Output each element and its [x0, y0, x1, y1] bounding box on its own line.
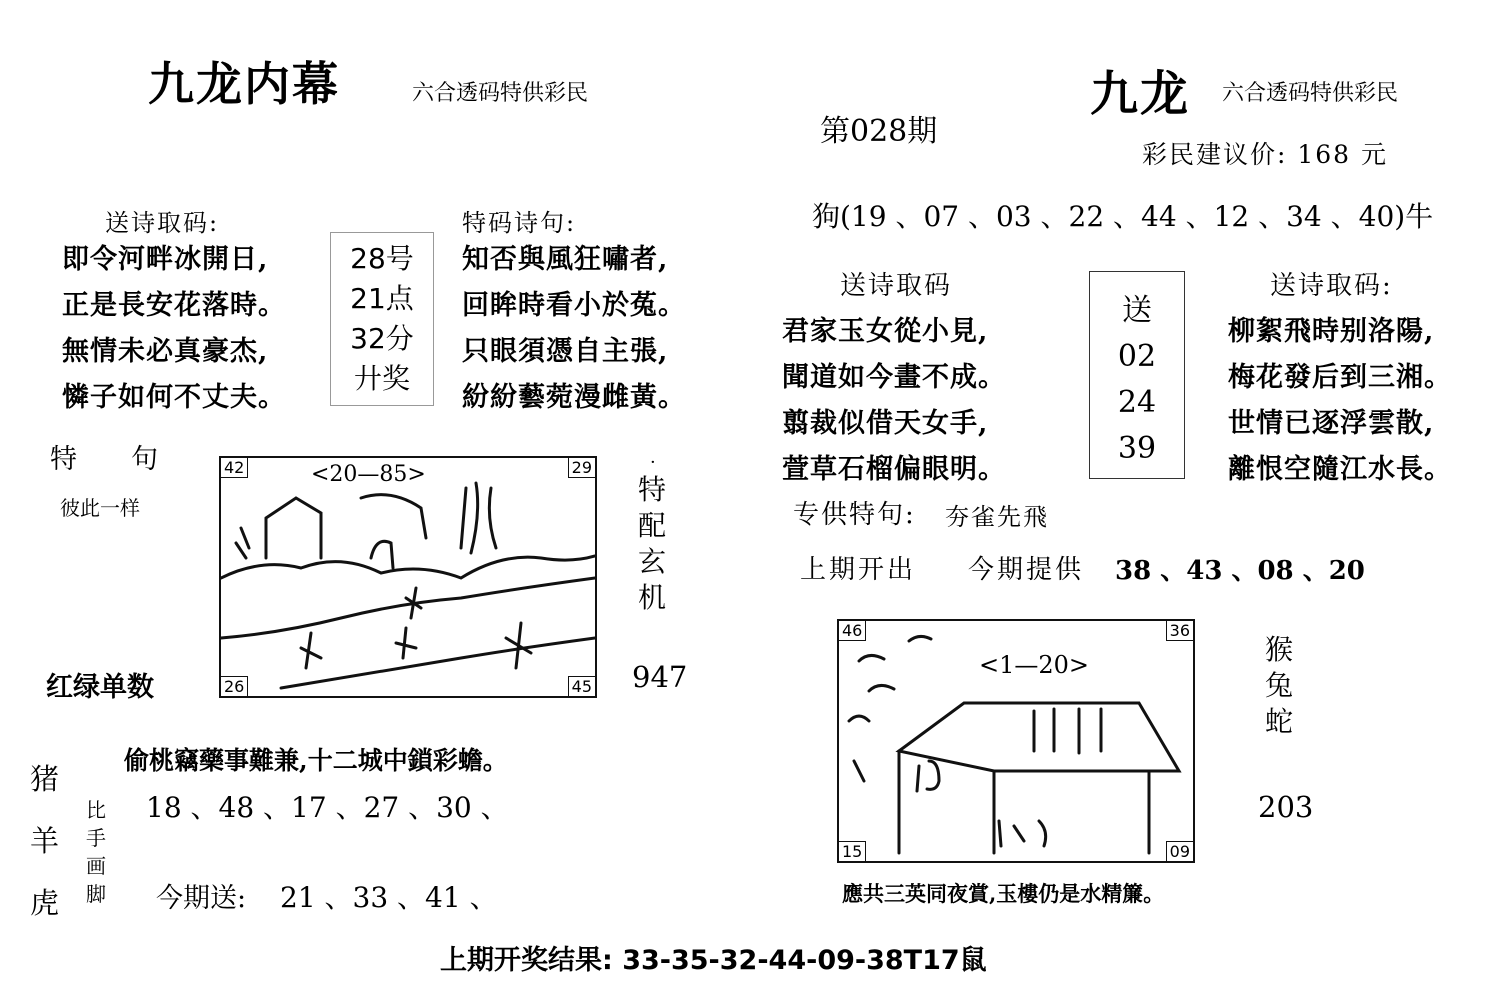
right-send-poem-header-a: 送诗取码: [840, 271, 953, 301]
sketch-drawing: [221, 458, 595, 696]
corner-bottom-left: 26: [221, 676, 248, 696]
left-sketch: [219, 456, 597, 698]
right-subtitle: 六合透码特供彩民: [1222, 81, 1399, 106]
poem-line: 翦裁似借天女手,: [782, 408, 989, 439]
corner-bottom-right: 45: [568, 676, 595, 696]
send-box: [1089, 271, 1185, 479]
corner-bottom-right: 09: [1166, 841, 1193, 861]
left-special-phrase-label: 特 句: [50, 444, 158, 475]
send-box-line: 39: [1117, 431, 1157, 466]
poem-line: 無情未必真豪杰,: [62, 336, 269, 367]
poem-line: 梅花發后到三湘。: [1228, 362, 1452, 393]
left-send-poem: [62, 237, 286, 421]
poem-line: 柳絮飛時别洛陽,: [1228, 316, 1435, 347]
corner-top-left: 46: [839, 621, 866, 641]
poem-line: 只眼須憑自主張,: [462, 336, 669, 367]
provide-label: 今期提供: [968, 555, 1085, 585]
vertical-char: 猪: [30, 762, 60, 796]
send-numbers: 21 、33 、41 、: [280, 881, 498, 914]
vertical-char: 比: [86, 798, 106, 822]
numbers-row: 18 、48 、17 、27 、30 、: [146, 791, 509, 824]
poem-line: 聞道如今畫不成。: [782, 362, 1006, 393]
red-green-label: 红绿单数: [46, 672, 154, 703]
right-title: 九龙: [1090, 66, 1191, 122]
send-box-line: 24: [1117, 385, 1157, 420]
right-side-number: 203: [1258, 790, 1314, 824]
poem-line: 君家玉女從小見,: [782, 316, 989, 347]
sketch-caption: <1—20>: [979, 651, 1090, 679]
poem-line: 萱草石榴偏眼明。: [782, 454, 1006, 485]
left-side-number: 947: [632, 660, 688, 694]
center-box-line: 28号: [350, 242, 414, 275]
right-poem-b: [1228, 309, 1452, 493]
compare-vertical: [86, 796, 106, 908]
right-sketch: [837, 619, 1195, 863]
right-send-poem-header-b: 送诗取码:: [1270, 271, 1393, 301]
vertical-char: 猴: [1265, 633, 1294, 666]
vertical-char: 特: [638, 473, 667, 506]
provide-numbers: 38 、43 、08 、20: [1115, 556, 1365, 586]
last-result: 上期开奖结果: 33-35-32-44-09-38T17鼠: [440, 945, 987, 976]
vertical-char: 虎: [30, 886, 60, 920]
poem-line: 正是長安花落時。: [62, 290, 286, 321]
corner-top-left: 42: [221, 458, 248, 478]
animals-vertical: [30, 748, 59, 934]
poem-line: 紛紛藝菀漫雌黃。: [462, 382, 686, 413]
vertical-char: 羊: [30, 824, 60, 858]
vertical-char: 配: [638, 509, 667, 542]
right-side-vertical: [1265, 632, 1293, 740]
special-phrase: 夯雀先飛: [945, 503, 1049, 531]
special-label: 专供特句:: [793, 500, 916, 530]
dog-ox-line: 狗(19 、07 、03 、22 、44 、12 、34 、40)牛: [812, 200, 1434, 233]
center-box-line: 21点: [350, 282, 414, 315]
left-special-phrase: 彼此一样: [60, 496, 140, 520]
poem-line: 離恨空隨江水長。: [1228, 454, 1452, 485]
issue-number: 第028期: [820, 114, 938, 149]
sketch-caption: <20—85>: [311, 462, 426, 487]
left-side-vertical: [638, 472, 666, 616]
poem-line: 即令河畔冰開日,: [62, 244, 269, 275]
vertical-char: 玄: [638, 545, 667, 578]
left-verse: 偷桃竊藥事難兼,十二城中鎖彩蟾。: [124, 746, 508, 775]
vertical-char: 手: [86, 826, 106, 850]
poem-line: 憐子如何不丈夫。: [62, 382, 286, 413]
left-side-dot: ·: [650, 452, 656, 473]
left-send-poem-header: 送诗取码:: [105, 209, 220, 237]
center-box-line: 32分: [350, 322, 414, 355]
corner-bottom-left: 15: [839, 841, 866, 861]
vertical-char: 脚: [86, 882, 106, 906]
vertical-char: 蛇: [1265, 705, 1294, 738]
corner-top-right: 36: [1166, 621, 1193, 641]
last-open-label: 上期开出: [800, 555, 917, 585]
poem-line: 世情已逐浮雲散,: [1228, 408, 1435, 439]
send-label: 今期送:: [156, 883, 247, 914]
vertical-char: 机: [638, 581, 667, 614]
left-title: 九龙内幕: [148, 57, 340, 111]
corner-top-right: 29: [568, 458, 595, 478]
send-box-line: 02: [1117, 339, 1157, 374]
left-subtitle: 六合透码特供彩民: [412, 81, 589, 106]
right-poem-a: [782, 309, 1006, 493]
left-special-poem: [462, 237, 686, 421]
poem-line: 知否與風狂嘯者,: [462, 244, 669, 275]
right-verse: 應共三英同夜賞,玉樓仍是水精簾。: [842, 881, 1165, 906]
center-box-line: 廾奖: [353, 362, 410, 395]
left-center-box: [330, 232, 434, 406]
vertical-char: 画: [86, 854, 106, 878]
poem-line: 回眸時看小於菟。: [462, 290, 686, 321]
vertical-char: 兔: [1265, 669, 1294, 702]
left-special-poem-header: 特码诗句:: [462, 209, 577, 237]
price: 彩民建议价: 168 元: [1142, 140, 1389, 169]
send-box-line: 送: [1122, 293, 1152, 328]
